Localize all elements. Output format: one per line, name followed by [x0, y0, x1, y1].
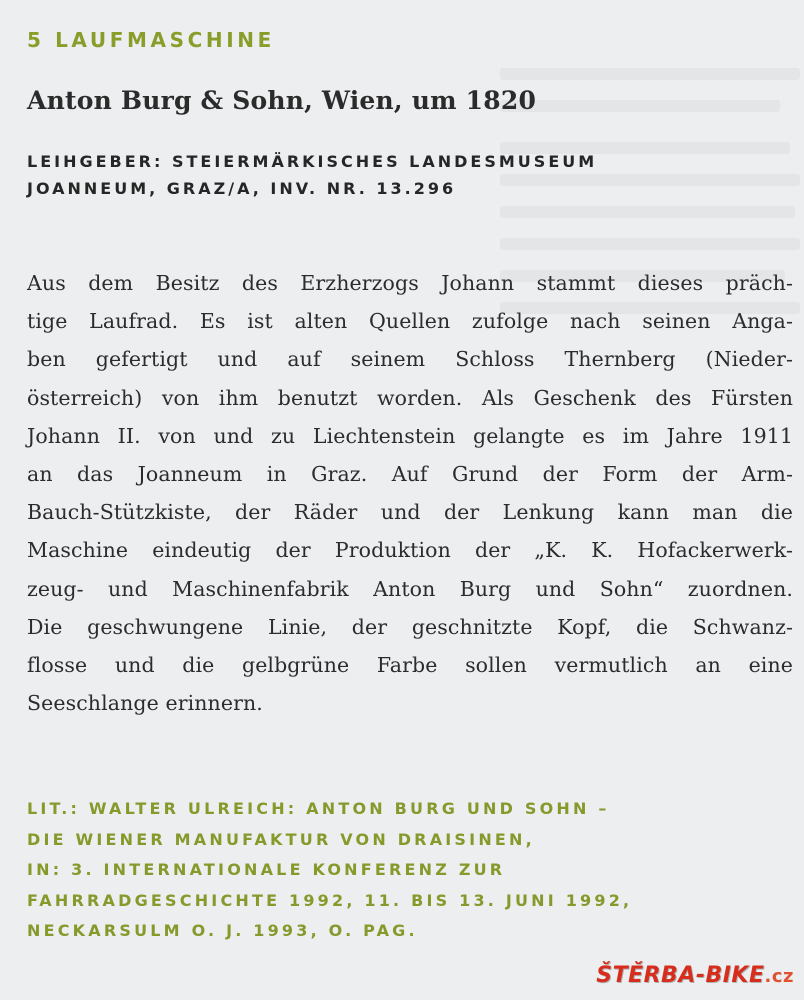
show-through-line	[500, 68, 800, 80]
paragraph-line: Aus dem Besitz des Erzherzogs Johann stammt dieses präch-	[27, 271, 793, 295]
literature-line: NECKARSULM O. J. 1993, O. PAG.	[27, 921, 418, 940]
show-through-line	[500, 238, 800, 250]
paragraph-line: Bauch-Stützkiste, der Räder und der Lenkung kann man die	[27, 500, 793, 525]
site-watermark	[596, 963, 794, 988]
paragraph-line: ben gefertigt und auf seinem Schloss Thernberg (Nieder-	[27, 347, 793, 372]
literature-line: FAHRRADGESCHICHTE 1992, 11. BIS 13. JUNI 1992,	[27, 890, 633, 910]
literature-line: LIT.: WALTER ULREICH: ANTON BURG UND SOHN –	[27, 799, 610, 818]
watermark-brand: ŠTĚRBA-BIKE	[596, 963, 765, 988]
literature-reference	[27, 794, 632, 947]
paragraph-line: österreich) von ihm benutzt worden. Als Geschenk des Fürsten	[27, 385, 793, 410]
paragraph-line: flosse und die gelbgrüne Farbe sollen vermutlich an eine	[27, 653, 793, 678]
paragraph-line: tige Laufrad. Es ist alten Quellen zufolge nach seinen Anga-	[27, 309, 793, 334]
paragraph-line: zeug- und Maschinenfabrik Anton Burg und Sohn“ zuordnen.	[27, 576, 793, 601]
watermark-domain: .cz	[764, 966, 794, 987]
show-through-line	[500, 100, 780, 112]
paragraph-line: Johann II. von und zu Liechtenstein gelangte es im Jahre 1911	[27, 423, 793, 448]
page-title: 5 LAUFMASCHINE	[27, 28, 275, 52]
lender-info	[27, 148, 597, 202]
lender-line: LEIHGEBER: STEIERMÄRKISCHES LANDESMUSEUM	[27, 152, 598, 171]
paragraph-line: Seeschlange erinnern.	[27, 691, 263, 716]
lender-line: JOANNEUM, GRAZ/A, INV. NR. 13.296	[27, 179, 457, 198]
maker-subtitle: Anton Burg & Sohn, Wien, um 1820	[27, 86, 537, 115]
literature-line: DIE WIENER MANUFAKTUR VON DRAISINEN,	[27, 829, 535, 849]
paragraph-line: an das Joanneum in Graz. Auf Grund der Form der Arm-	[27, 462, 793, 487]
paragraph-line: Die geschwungene Linie, der geschnitzte Kopf, die Schwanz-	[27, 614, 793, 639]
description-paragraph	[27, 264, 793, 722]
literature-line: IN: 3. INTERNATIONALE KONFERENZ ZUR	[27, 860, 506, 879]
paragraph-line: Maschine eindeutig der Produktion der „K. K. Hofackerwerk-	[27, 538, 793, 563]
show-through-line	[500, 206, 795, 218]
